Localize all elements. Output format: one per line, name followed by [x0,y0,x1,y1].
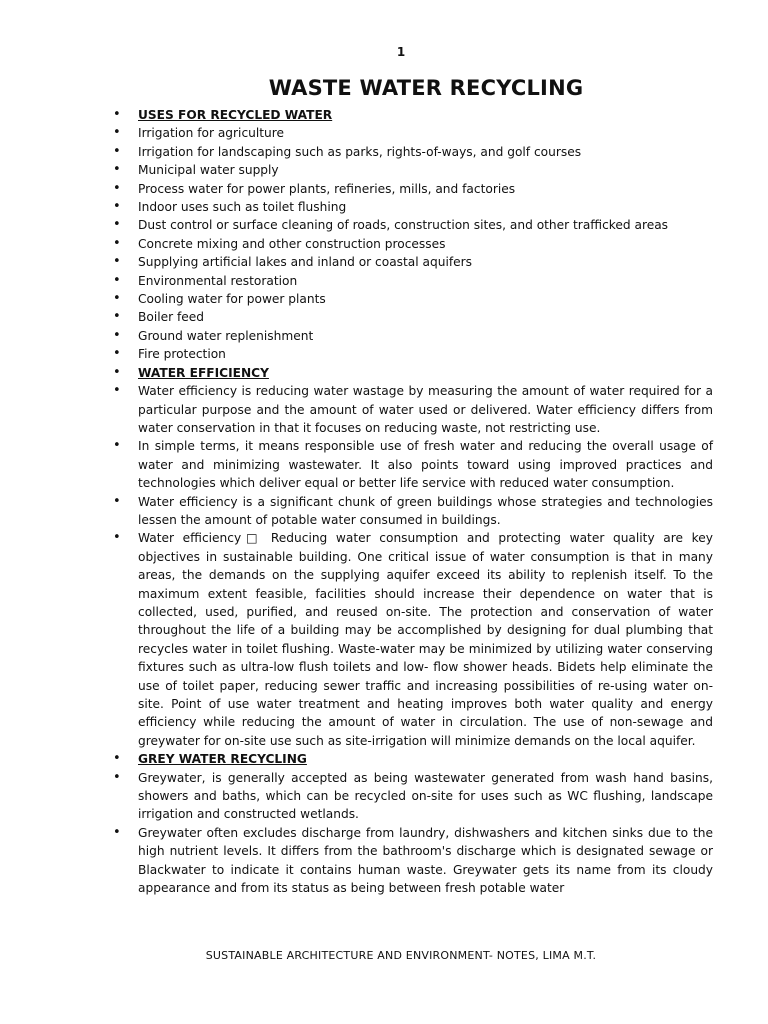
item-text: Boiler feed [138,310,204,325]
list-item [113,327,713,345]
page-title: WASTE WATER RECYCLING [268,76,584,100]
item-text: Fire protection [138,347,226,362]
section-heading [113,364,713,382]
item-text: WATER EFFICIENCY [138,365,269,380]
list-item [113,161,713,179]
item-text: Supplying artificial lakes and inland or coastal aquifers [138,255,472,270]
paragraph-item [113,437,713,492]
list-item [113,198,713,216]
item-text: Environmental restoration [138,273,298,288]
list-item [113,272,713,290]
item-text: Municipal water supply [138,163,279,178]
item-text: Ground water replenishment [138,328,314,343]
item-text: Irrigation for landscaping such as parks, rights-of-ways, and golf courses [138,144,582,159]
list-item [113,253,713,271]
list-item [113,235,713,253]
section-heading [113,106,713,124]
item-text: Greywater often excludes discharge from laundry, dishwashers and kitchen sinks due to the high nutrient levels. It differs from the bathroom's discharge which is designated sewage or Blackwater to indicate it contains human waste. Greywater gets its name from its cloudy appearance and from its status as being between fresh potable water [138,825,713,896]
list-item [113,308,713,326]
item-text: Water efficiency□ Reducing water consumption and protecting water quality are key objectives in sustainable building. One critical issue of water consumption is that in many areas, the demands on the supplying aquifer exceed its ability to replenish itself. To the maximum extent feasible, facilities should increase their dependence on water that is collected, used, purified, and reused on-site. The protection and conservation of water throughout the life of a building may be accomplished by designing for dual plumbing that recycles water in toilet flushing. Waste-water may be minimized by utilizing water conserving fixtures such as ultra-low flush toilets and low- flow shower heads. Bidets help eliminate the use of toilet paper, reducing sewer traffic and increasing possibilities of re-using water on-site. Point of use water treatment and heating improves both water quality and energy efficiency while reducing the amount of water in circulation. The use of non-sewage and greywater for on-site use such as site-irrigation will minimize demands on the local aquifer. [138,531,713,748]
item-text: Indoor uses such as toilet flushing [138,200,347,215]
document-body [113,106,713,897]
item-text: Process water for power plants, refineries, mills, and factories [138,181,516,196]
paragraph-item [113,824,713,898]
paragraph-item [113,493,713,530]
item-text: Water efficiency is reducing water wastage by measuring the amount of water required for a particular purpose and the amount of water used or delivered. Water efficiency differs from water conservation in that it focuses on reducing waste, not restricting use. [138,384,713,435]
item-text: Dust control or surface cleaning of roads, construction sites, and other trafficked areas [138,218,669,233]
section-heading [113,750,713,768]
page-number: 1 [396,45,406,59]
list-item [113,124,713,142]
list-item [113,290,713,308]
bullet-list [113,106,713,897]
list-item [113,180,713,198]
item-text: Greywater, is generally accepted as being wastewater generated from wash hand basins, showers and baths, which can be recycled on-site for uses such as WC flushing, landscape irrigation and constructed wetlands. [138,770,713,822]
list-item [113,216,713,234]
item-text: Water efficiency is a significant chunk of green buildings whose strategies and technologies lessen the amount of potable water consumed in buildings. [138,494,713,527]
item-text: In simple terms, it means responsible use of fresh water and reducing the overall usage of water and minimizing wastewater. It also points toward using improved practices and technologies which deliver equal or better life service with reduced water consumption. [138,439,713,491]
item-text: USES FOR RECYCLED WATER [138,108,333,122]
list-item [113,345,713,363]
item-text: Cooling water for power plants [138,292,326,307]
item-text: Irrigation for agriculture [138,126,284,141]
list-item [113,143,713,161]
page-footer: SUSTAINABLE ARCHITECTURE AND ENVIRONMENT- NOTES, LIMA M.T. [205,949,597,962]
paragraph-item [113,382,713,437]
paragraph-item [113,529,713,750]
item-text: Concrete mixing and other construction processes [138,236,446,251]
paragraph-item [113,769,713,824]
item-text: GREY WATER RECYCLING [138,752,307,767]
